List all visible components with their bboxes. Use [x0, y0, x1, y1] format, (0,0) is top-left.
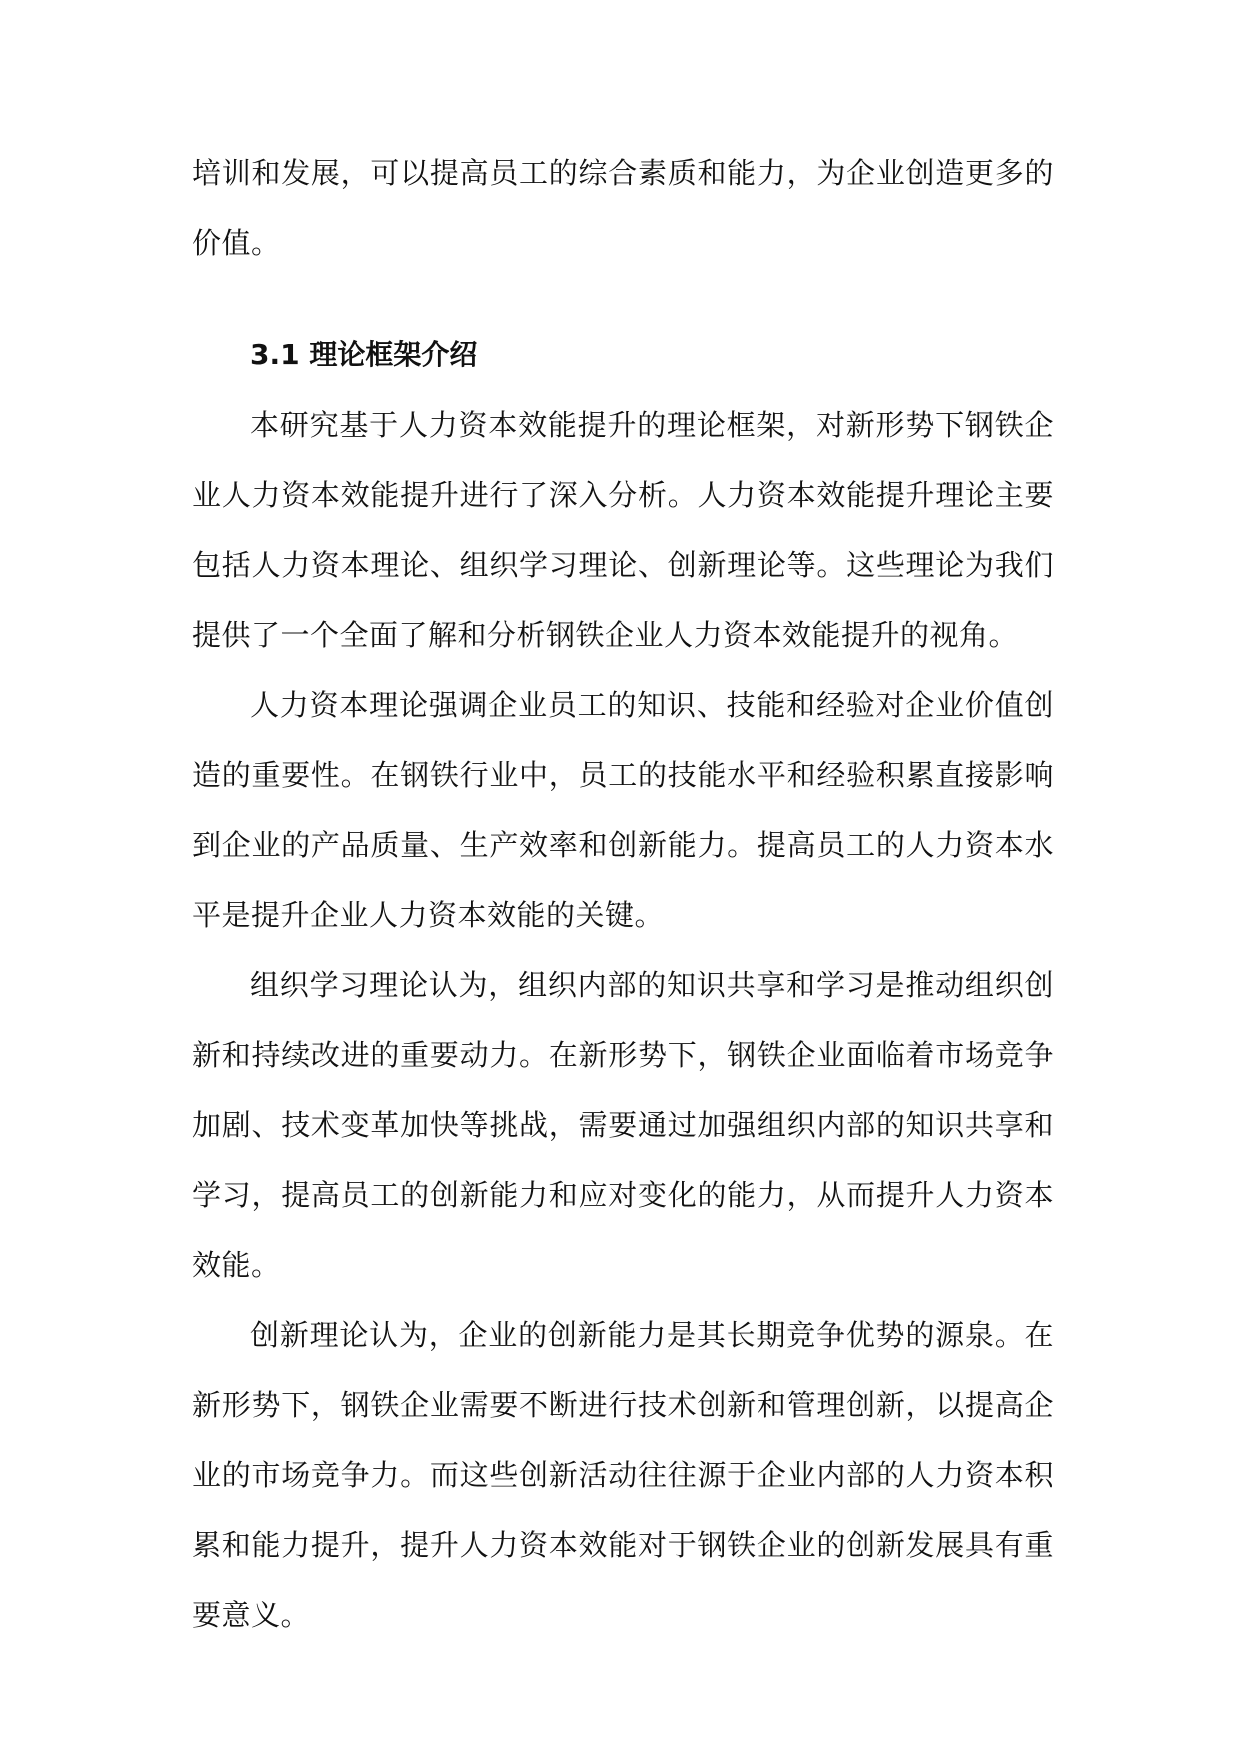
paragraph-innovation: 创新理论认为，企业的创新能力是其长期竞争优势的源泉。在新形势下，钢铁企业需要不断进行技术创新和管理创新，以提高企业的市场竞争力。而这些创新活动往往源于企业内部的人力资本积累和能力提升，提升人力资本效能对于钢铁企业的创新发展具有重要意义。 [192, 1318, 1054, 1632]
section-heading: 3.1 理论框架介绍 [250, 338, 478, 371]
paragraph-org-learning: 组织学习理论认为，组织内部的知识共享和学习是推动组织创新和持续改进的重要动力。在新形势下，钢铁企业面临着市场竞争加剧、技术变革加快等挑战，需要通过加强组织内部的知识共享和学习，提高员工的创新能力和应对变化的能力，从而提升人力资本效能。 [192, 968, 1054, 1282]
document-page [192, 138, 1054, 1650]
paragraph-framework: 本研究基于人力资本效能提升的理论框架，对新形势下钢铁企业人力资本效能提升进行了深入分析。人力资本效能提升理论主要包括人力资本理论、组织学习理论、创新理论等。这些理论为我们提供了一个全面了解和分析钢铁企业人力资本效能提升的视角。 [192, 408, 1054, 652]
paragraph-human-capital: 人力资本理论强调企业员工的知识、技能和经验对企业价值创造的重要性。在钢铁行业中，员工的技能水平和经验积累直接影响到企业的产品质量、生产效率和创新能力。提高员工的人力资本水平是提升企业人力资本效能的关键。 [192, 688, 1054, 932]
continuation-paragraph: 培训和发展，可以提高员工的综合素质和能力，为企业创造更多的价值。 [192, 156, 1054, 260]
